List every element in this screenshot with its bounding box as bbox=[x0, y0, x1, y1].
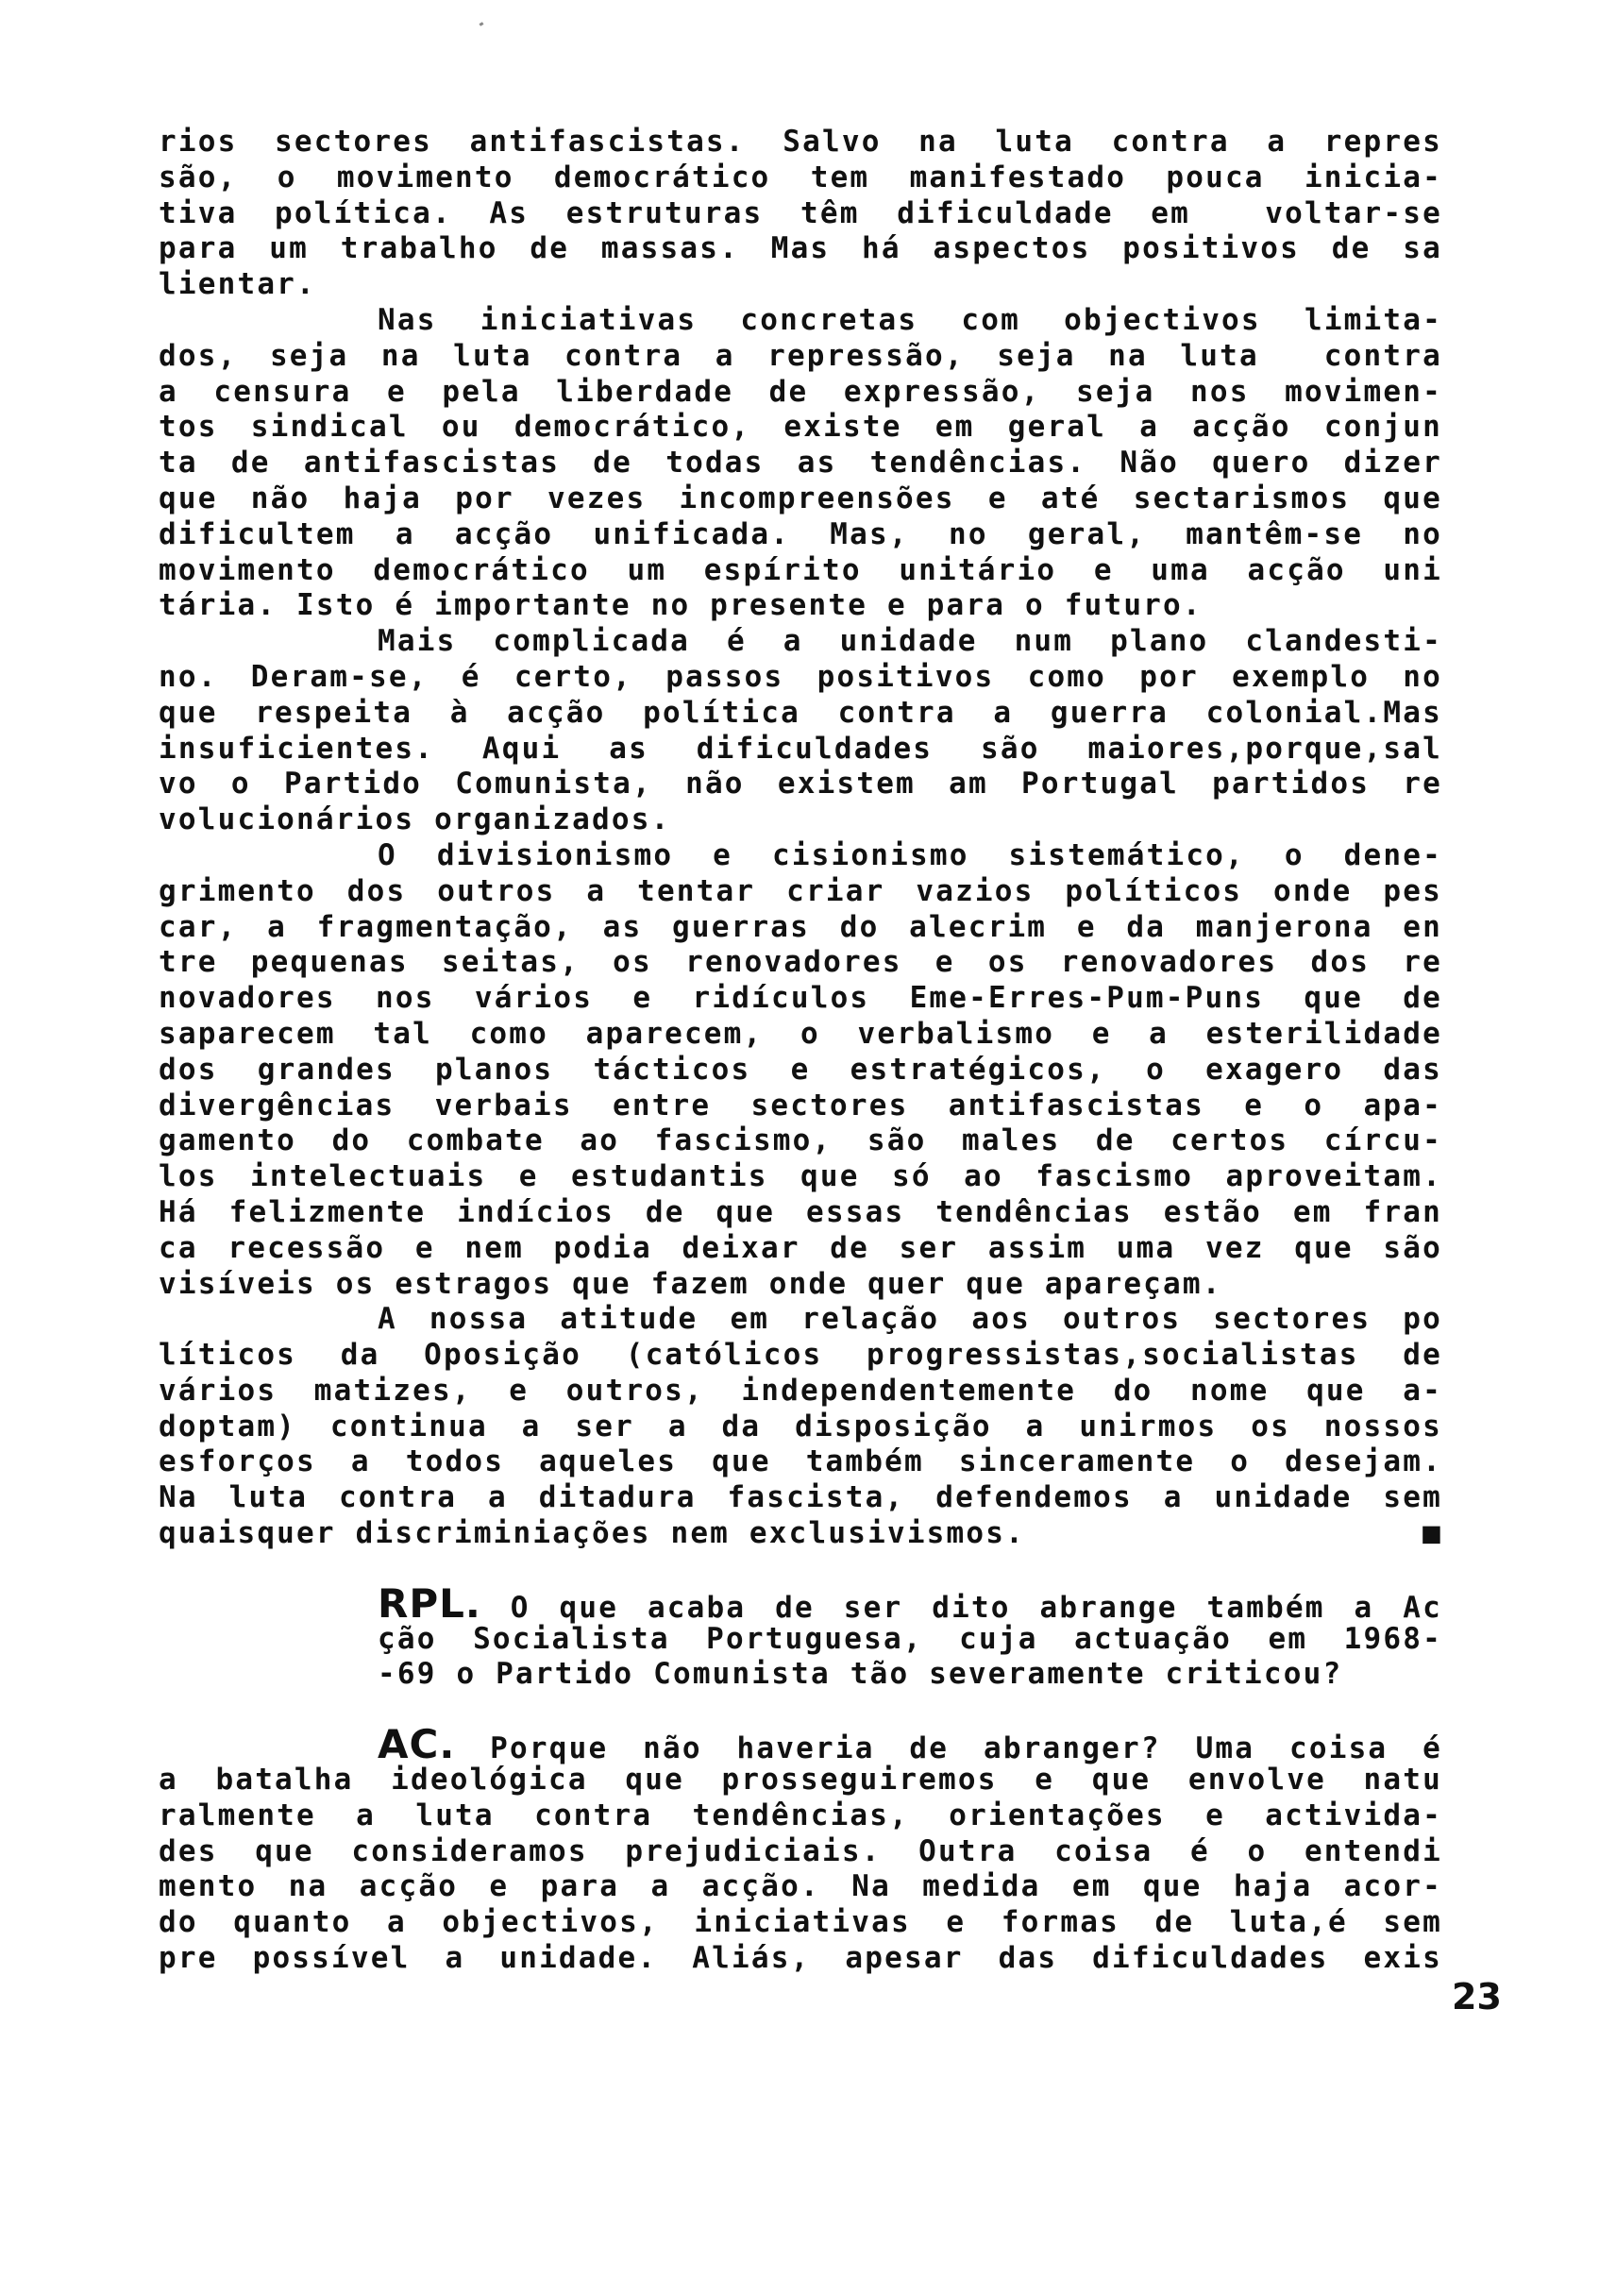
text-line: que respeita à acção política contra a guerra colonial.Mas bbox=[159, 695, 1442, 730]
text-line: divergências verbais entre sectores antifascistas e o apa- bbox=[159, 1088, 1442, 1123]
text-line: Mais complicada é a unidade num plano clandesti- bbox=[378, 624, 1442, 659]
text-line: los intelectuais e estudantis que só ao fascismo aproveitam. bbox=[159, 1159, 1442, 1194]
body-text bbox=[159, 125, 1442, 1977]
answer-line: pre possível a unidade. Aliás, apesar das dificuldades exis bbox=[159, 1941, 1442, 1976]
text-line: Na luta contra a ditadura fascista, defendemos a unidade sem bbox=[159, 1480, 1442, 1515]
speaker-rpl: RPL. bbox=[378, 1579, 481, 1627]
text-line: tos sindical ou democrático, existe em geral a acção conjun bbox=[159, 410, 1442, 445]
answer-text: Porque não haveria de abranger? Uma coisa é bbox=[490, 1731, 1442, 1766]
question-line bbox=[159, 1579, 1442, 1627]
text-line: lientar. bbox=[159, 267, 316, 302]
text-line: rios sectores antifascistas. Salvo na luta contra a repres bbox=[159, 125, 1442, 159]
text-line: insuficientes. Aqui as dificuldades são maiores,porque,sal bbox=[159, 731, 1442, 766]
text-line: car, a fragmentação, as guerras do alecrim e da manjerona en bbox=[159, 909, 1442, 944]
text-line: a censura e pela liberdade de expressão, seja nos movimen- bbox=[159, 374, 1442, 409]
text-line: líticos da Oposição (católicos progressistas,socialistas de bbox=[159, 1338, 1442, 1373]
answer-line: do quanto a objectivos, iniciativas e formas de luta,é sem bbox=[159, 1905, 1442, 1940]
text-line: volucionários organizados. bbox=[159, 802, 671, 837]
text-line: esforços a todos aqueles que também sinceramente o desejam. bbox=[159, 1444, 1442, 1479]
text-line: que não haja por vezes incompreensões e até sectarismos que bbox=[159, 481, 1442, 515]
text-line bbox=[159, 1516, 1442, 1552]
text-line: doptam) continua a ser a da disposição a unirmos os nossos bbox=[159, 1409, 1442, 1443]
text-line: saparecem tal como aparecem, o verbalismo e a esterilidade bbox=[159, 1016, 1442, 1051]
text-line: no. Deram-se, é certo, passos positivos como por exemplo no bbox=[159, 659, 1442, 694]
question-line: -69 o Partido Comunista tão severamente criticou? bbox=[378, 1657, 1343, 1692]
text-line: Nas iniciativas concretas com objectivos limita- bbox=[378, 302, 1442, 337]
text-line: dos, seja na luta contra a repressão, seja na luta contra bbox=[159, 338, 1442, 373]
text-line: dificultem a acção unificada. Mas, no geral, mantêm-se no bbox=[159, 516, 1442, 551]
answer-line: des que consideramos prejudiciais. Outra coisa é o entendi bbox=[159, 1833, 1442, 1868]
text-line: tária. Isto é importante no presente e para o futuro. bbox=[159, 588, 1203, 623]
text-line: ca recessão e nem podia deixar de ser assim uma vez que são bbox=[159, 1230, 1442, 1265]
text-line: Há felizmente indícios de que essas tendências estão em fran bbox=[159, 1194, 1442, 1229]
speaker-ac: AC. bbox=[378, 1721, 456, 1768]
text-line: tre pequenas seitas, os renovadores e os renovadores dos re bbox=[159, 945, 1442, 980]
text-line: vários matizes, e outros, independentemente do nome que a- bbox=[159, 1373, 1442, 1408]
text-line: gamento do combate ao fascismo, são males de certos círcu- bbox=[159, 1123, 1442, 1158]
text-line: visíveis os estragos que fazem onde quer que apareçam. bbox=[159, 1266, 1222, 1301]
scan-mark bbox=[480, 22, 484, 26]
page-number: 23 bbox=[1452, 1976, 1502, 2017]
question-text: O que acaba de ser dito abrange também a Ac bbox=[510, 1590, 1442, 1625]
text-line: são, o movimento democrático tem manifestado pouca inicia- bbox=[159, 160, 1442, 194]
text-line: A nossa atitude em relação aos outros sectores po bbox=[378, 1302, 1442, 1337]
text-line: ta de antifascistas de todas as tendências. Não quero dizer bbox=[159, 446, 1442, 481]
answer-line: ralmente a luta contra tendências, orientações e activida- bbox=[159, 1798, 1442, 1832]
text-line: dos grandes planos tácticos e estratégicos, o exagero das bbox=[159, 1052, 1442, 1087]
text-line-content: quaisquer discriminiações nem exclusivismos. bbox=[159, 1516, 1025, 1551]
text-line: vo o Partido Comunista, não existem am Portugal partidos re bbox=[159, 767, 1442, 802]
answer-line: a batalha ideológica que prosseguiremos e que envolve natu bbox=[159, 1763, 1442, 1798]
text-line: grimento dos outros a tentar criar vazios políticos onde pes bbox=[159, 873, 1442, 908]
question-line: ção Socialista Portuguesa, cuja actuação em 1968- bbox=[378, 1621, 1442, 1656]
text-line: O divisionismo e cisionismo sistemático, o dene- bbox=[378, 837, 1442, 872]
end-mark: ■ bbox=[1422, 1516, 1442, 1551]
text-line: para um trabalho de massas. Mas há aspectos positivos de sa bbox=[159, 231, 1442, 266]
text-line: novadores nos vários e ridículos Eme-Erres-Pum-Puns que de bbox=[159, 981, 1442, 1016]
text-line: movimento democrático um espírito unitário e uma acção uni bbox=[159, 552, 1442, 587]
answer-line: mento na acção e para a acção. Na medida em que haja acor- bbox=[159, 1869, 1442, 1904]
answer-line bbox=[159, 1721, 1442, 1768]
text-line: tiva política. As estruturas têm dificuldade em voltar-se bbox=[159, 195, 1442, 230]
